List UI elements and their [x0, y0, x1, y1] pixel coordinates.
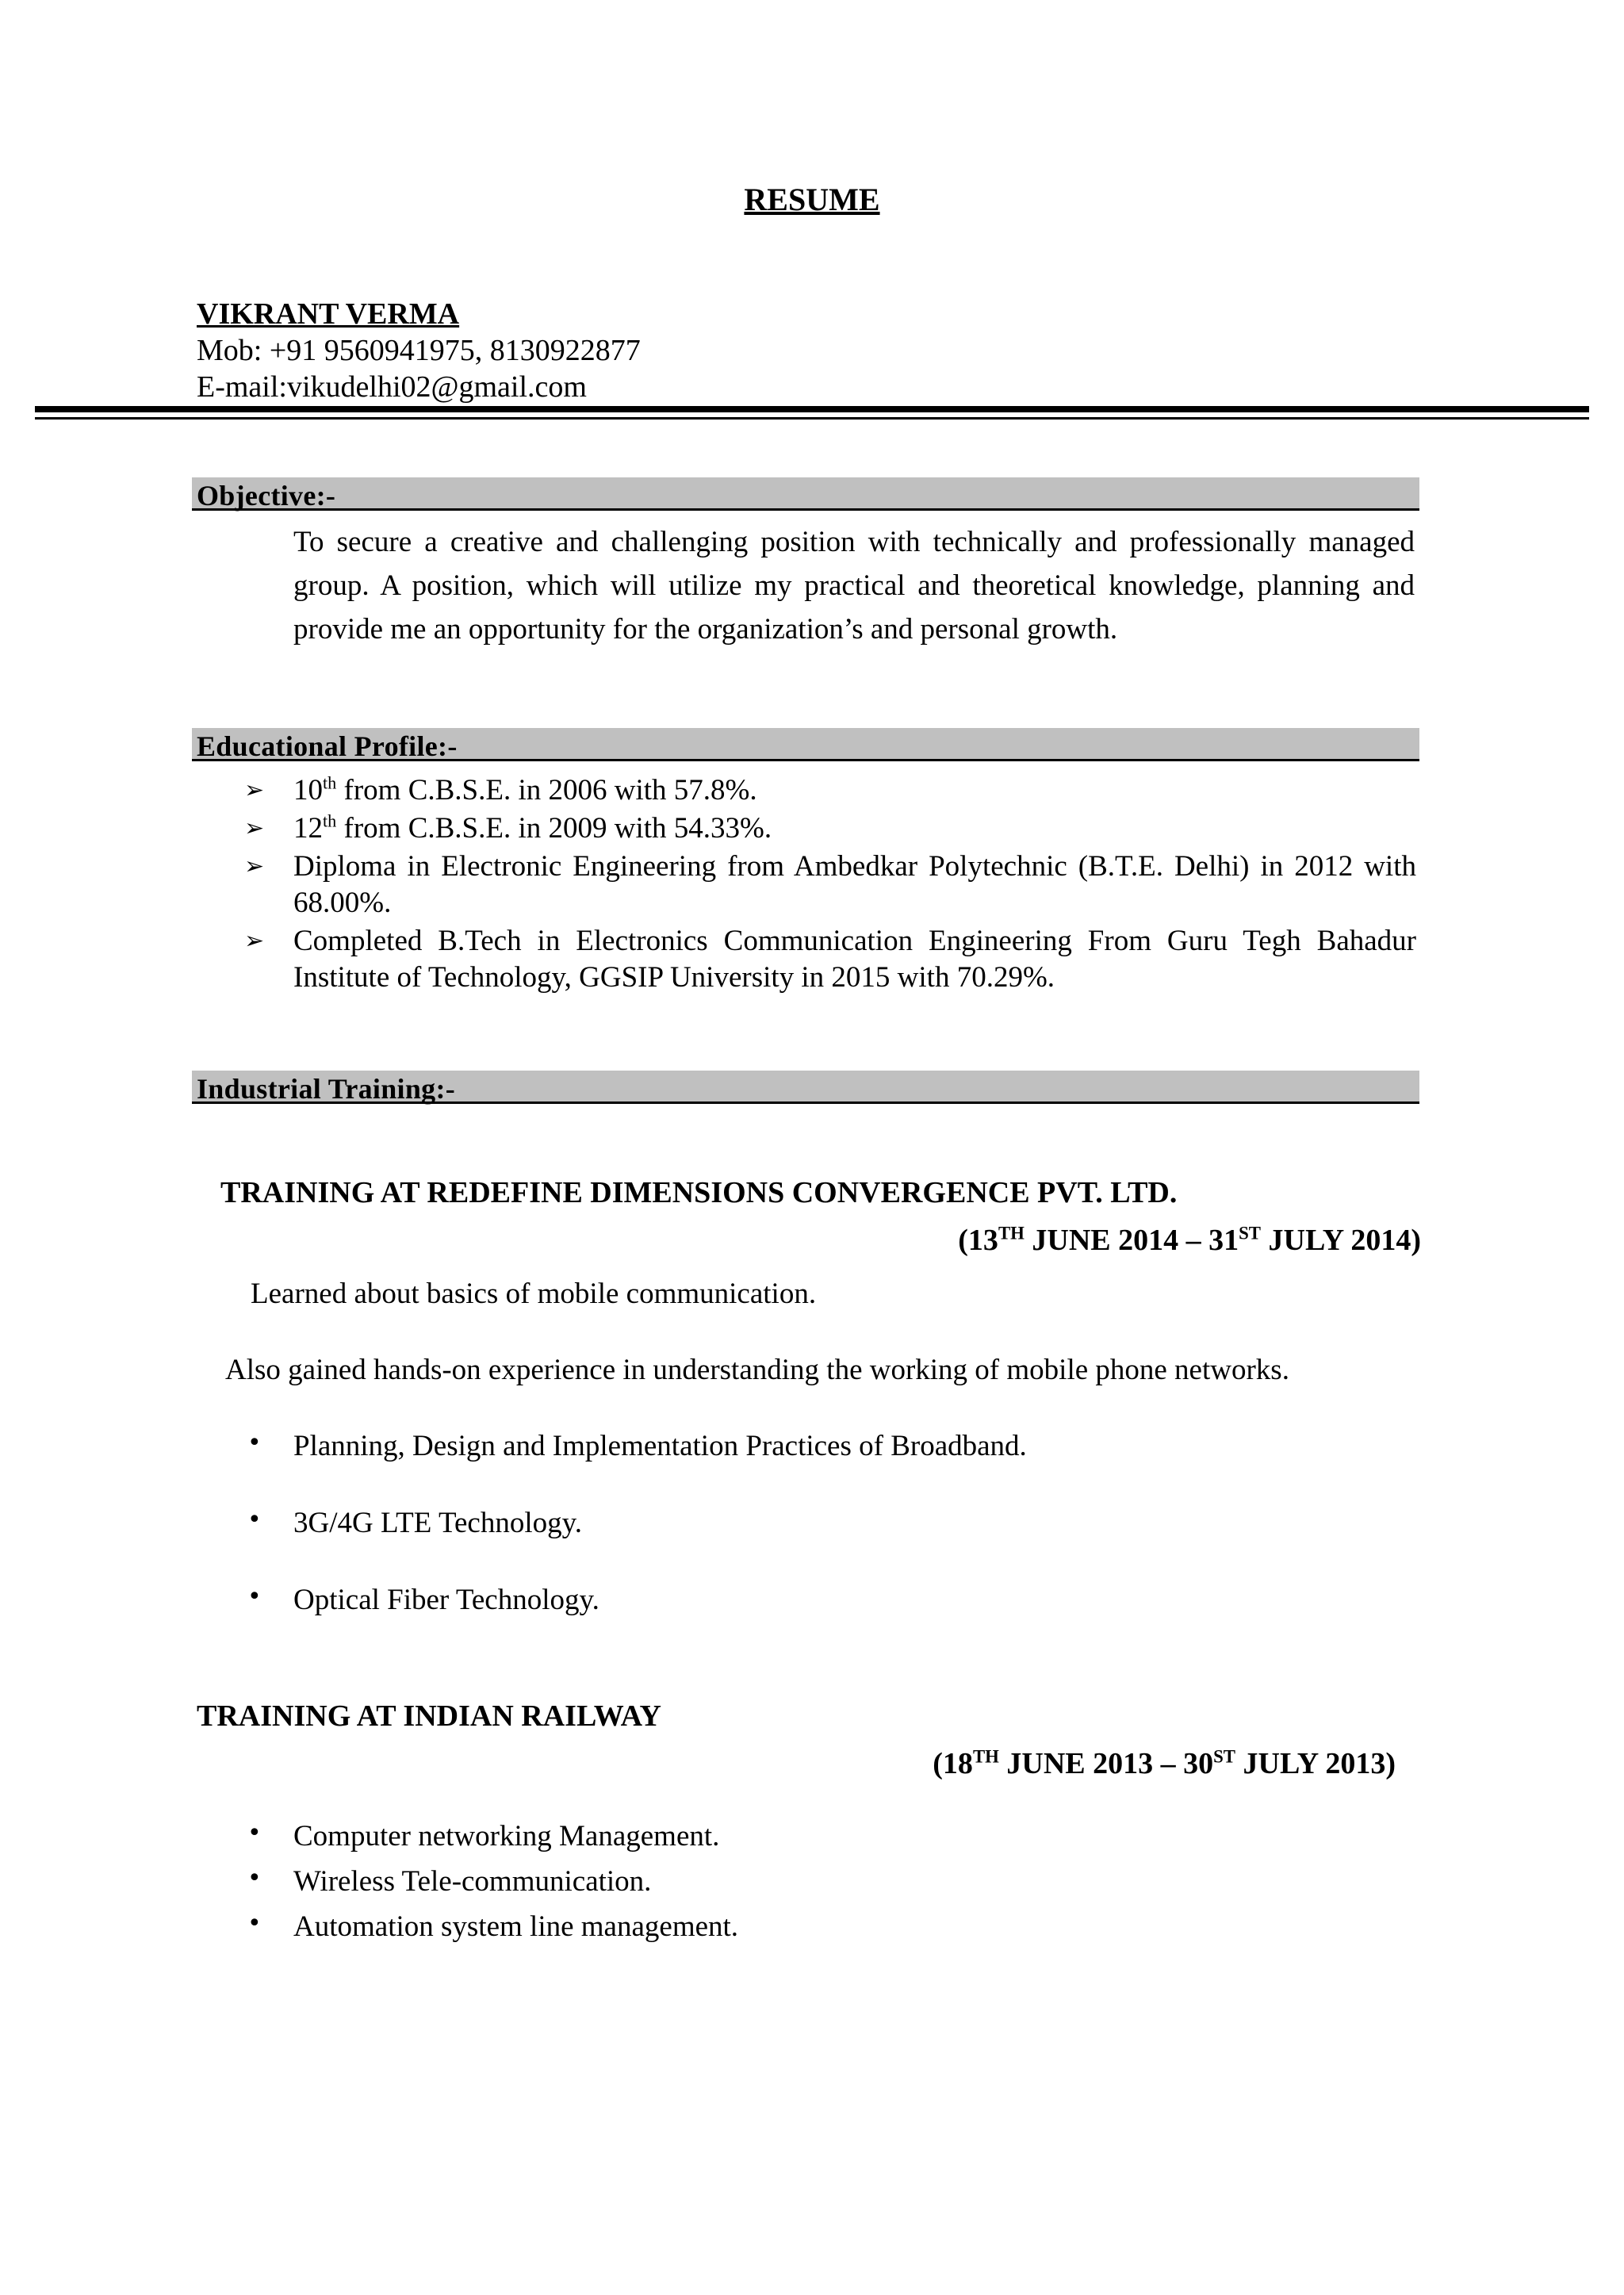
edu-text: 12	[293, 812, 323, 845]
list-item-text: Automation system line management.	[293, 1910, 739, 1943]
railway-training-title: TRAINING AT INDIAN RAILWAY	[197, 1699, 661, 1733]
date-part: (13	[958, 1224, 998, 1257]
education-heading: Educational Profile:-	[197, 730, 458, 762]
edu-text: Completed B.Tech in Electronics Communication Engineering From Guru Tegh Bahadur Institute of Technology, GGSIP University in 2015 with 70.29%.	[293, 925, 1416, 994]
education-header	[192, 728, 1419, 761]
date-sup: ST	[1213, 1746, 1235, 1767]
edu-text: from C.B.S.E. in 2009 with 54.33%.	[336, 812, 772, 845]
date-sup: TH	[998, 1223, 1025, 1243]
railway-bullets	[247, 1819, 738, 1944]
edu-text: 10	[293, 774, 323, 807]
list-item	[247, 1429, 1027, 1463]
arrow-bullet-icon: ➢	[244, 776, 265, 804]
list-item	[247, 1583, 1027, 1617]
bullet-icon: •	[247, 1583, 262, 1611]
date-part: JULY 2013)	[1235, 1747, 1396, 1780]
education-item	[244, 810, 1416, 847]
list-item	[247, 1910, 738, 1944]
list-item-text: Optical Fiber Technology.	[293, 1584, 599, 1616]
training-heading: Industrial Training:-	[197, 1073, 456, 1105]
date-part: (18	[933, 1747, 973, 1780]
redefine-bullets	[247, 1429, 1027, 1617]
edu-sup: th	[323, 810, 337, 831]
bullet-icon: •	[247, 1864, 262, 1892]
resume-title: RESUME	[744, 182, 880, 217]
objective-heading: Objective:-	[197, 480, 336, 511]
list-item	[247, 1864, 738, 1898]
arrow-bullet-icon: ➢	[244, 927, 265, 955]
email-line: E-mail:vikudelhi02@gmail.com	[197, 370, 587, 404]
bullet-icon: •	[247, 1910, 262, 1937]
education-list	[244, 772, 1416, 998]
header-rule-thin	[35, 417, 1589, 420]
education-item	[244, 923, 1416, 996]
edu-text: from C.B.S.E. in 2006 with 57.8%.	[336, 774, 757, 807]
list-item-text: 3G/4G LTE Technology.	[293, 1507, 582, 1539]
list-item-text: Planning, Design and Implementation Practices of Broadband.	[293, 1430, 1027, 1462]
date-part: JULY 2014)	[1261, 1224, 1421, 1257]
railway-training-date	[933, 1746, 1396, 1781]
date-sup: ST	[1239, 1223, 1261, 1243]
redefine-line-2: Also gained hands-on experience in understanding the working of mobile phone networks.	[225, 1354, 1289, 1386]
arrow-bullet-icon: ➢	[244, 814, 265, 842]
objective-text: To secure a creative and challenging position with technically and professionally managed group. A position, which will utilize my practical and theoretical knowledge, planning and provide me an opportunity for the organization’s and personal growth.	[293, 526, 1415, 646]
list-item	[247, 1506, 1027, 1540]
education-item	[244, 849, 1416, 921]
redefine-training-date	[958, 1223, 1421, 1258]
objective-header	[192, 477, 1419, 511]
training-header	[192, 1071, 1419, 1104]
redefine-line-1: Learned about basics of mobile communication.	[251, 1278, 817, 1310]
list-item-text: Wireless Tele-communication.	[293, 1865, 652, 1898]
edu-text: Diploma in Electronic Engineering from Ambedkar Polytechnic (B.T.E. Delhi) in 2012 with 68.00%.	[293, 850, 1416, 919]
edu-sup: th	[323, 772, 337, 793]
bullet-icon: •	[247, 1429, 262, 1457]
arrow-bullet-icon: ➢	[244, 852, 265, 880]
list-item-text: Computer networking Management.	[293, 1820, 720, 1852]
date-part: JUNE 2014 – 31	[1024, 1224, 1239, 1257]
date-part: JUNE 2013 – 30	[998, 1747, 1214, 1780]
bullet-icon: •	[247, 1819, 262, 1847]
candidate-name: VIKRANT VERMA	[197, 297, 460, 331]
header-rule-thick	[35, 406, 1589, 412]
date-sup: TH	[972, 1746, 999, 1767]
mobile-line: Mob: +91 9560941975, 8130922877	[197, 334, 641, 367]
education-item	[244, 772, 1416, 809]
redefine-training-title: TRAINING AT REDEFINE DIMENSIONS CONVERGENCE PVT. LTD.	[220, 1176, 1178, 1209]
bullet-icon: •	[247, 1506, 262, 1534]
list-item	[247, 1819, 738, 1853]
